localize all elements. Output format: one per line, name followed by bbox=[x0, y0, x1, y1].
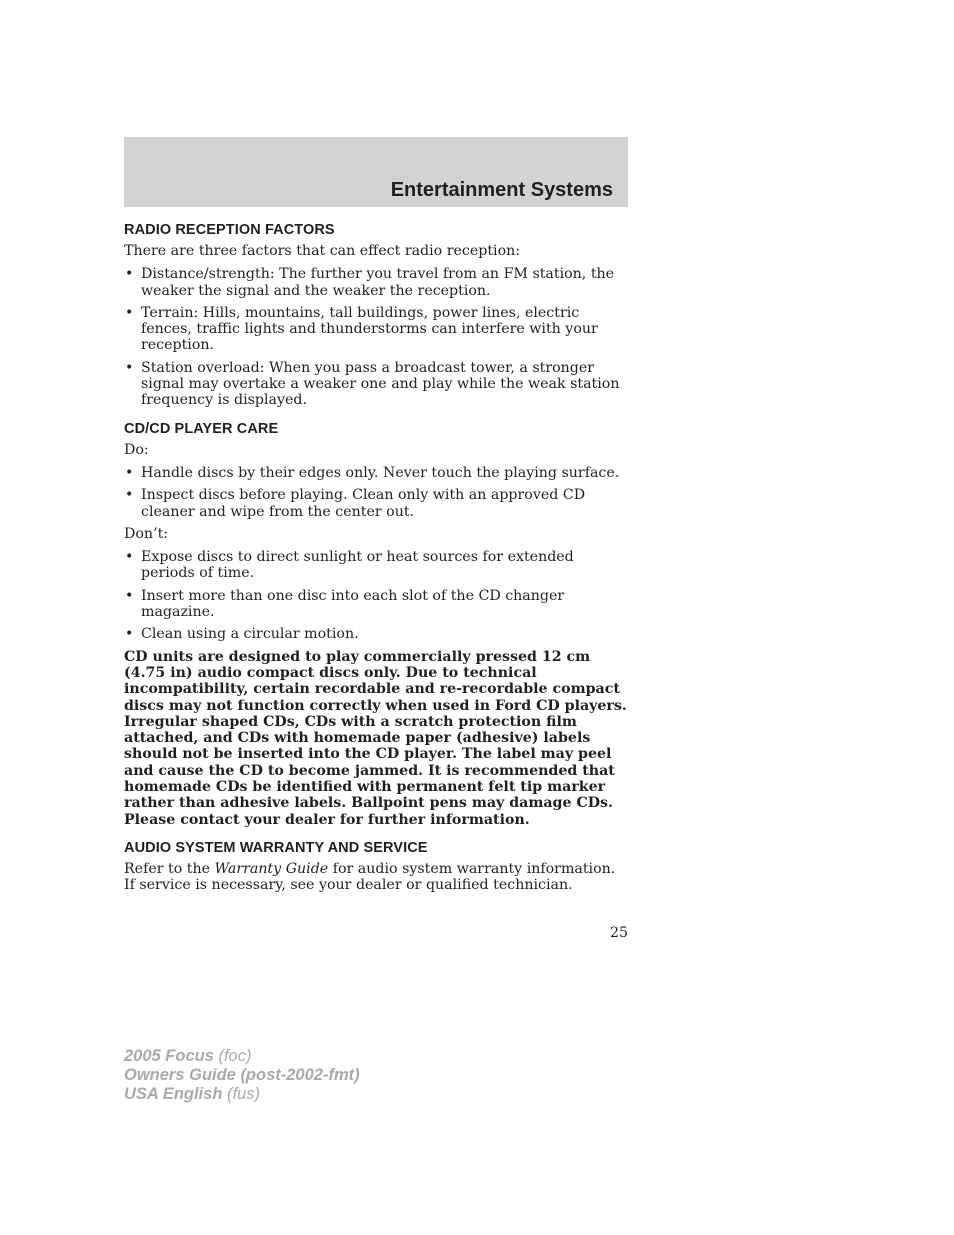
page-number: 25 bbox=[609, 925, 628, 941]
warranty-text: Refer to the Warranty Guide for audio system warranty information. If service is necessary, see your dealer or qualified technician. bbox=[124, 860, 616, 894]
footer-line-language: USA English (fus) bbox=[124, 1085, 260, 1103]
radio-factors-list bbox=[124, 266, 630, 408]
cd-care-heading: CD/CD PLAYER CARE bbox=[124, 420, 279, 437]
do-list bbox=[124, 465, 630, 520]
bullet-icon: • bbox=[125, 266, 134, 283]
warranty-heading: AUDIO SYSTEM WARRANTY AND SERVICE bbox=[124, 839, 428, 856]
list-item: • Distance/strength: The further you travel from an FM station, the weaker the signal and the weaker the reception. bbox=[125, 266, 615, 299]
list-item: • Handle discs by their edges only. Never touch the playing surface. bbox=[125, 464, 620, 481]
footer-line-model: 2005 Focus (foc) bbox=[124, 1047, 252, 1065]
section-title: Entertainment Systems bbox=[390, 179, 613, 201]
dont-label: Don’t: bbox=[124, 525, 169, 542]
document-footer bbox=[124, 1047, 360, 1104]
list-item: • Insert more than one disc into each slot of the CD changer magazine. bbox=[125, 587, 565, 621]
do-label: Do: bbox=[124, 441, 149, 458]
dont-list bbox=[124, 549, 630, 642]
bullet-icon: • bbox=[125, 304, 134, 321]
warranty-guide-title: Warranty Guide bbox=[214, 860, 329, 877]
list-item: • Inspect discs before playing. Clean only with an approved CD cleaner and wipe from the center out. bbox=[125, 487, 586, 520]
list-item: • Station overload: When you pass a broadcast tower, a stronger signal may overtake a weaker one and play while the weak station frequency is displayed. bbox=[125, 359, 620, 409]
list-item: • Terrain: Hills, mountains, tall buildings, power lines, electric fences, traffic lights and thunderstorms can interfere with your reception. bbox=[125, 304, 598, 354]
radio-reception-heading: RADIO RECEPTION FACTORS bbox=[124, 222, 335, 238]
page-content bbox=[124, 220, 630, 894]
bullet-icon: • bbox=[125, 549, 134, 566]
bullet-icon: • bbox=[125, 626, 134, 643]
radio-intro: There are three factors that can effect radio reception: bbox=[124, 243, 521, 259]
footer-line-guide: Owners Guide (post-2002-fmt) bbox=[124, 1066, 360, 1084]
section-header-bar bbox=[124, 137, 628, 207]
bullet-icon: • bbox=[125, 587, 134, 604]
bullet-icon: • bbox=[125, 359, 134, 376]
list-item: • Clean using a circular motion. bbox=[125, 626, 359, 643]
bullet-icon: • bbox=[125, 487, 134, 504]
bullet-icon: • bbox=[125, 464, 134, 481]
cd-compatibility-warning: CD units are designed to play commercially pressed 12 cm (4.75 in) audio compact discs only. Due to technical incompatibility, certain recordable and re-recordable compact discs may not function correctly when used in Ford CD players. Irregular shaped CDs, CDs with a scratch protection film attached, and CDs with homemade paper (adhesive) labels should not be inserted into the CD player. The label may peel and cause the CD to become jammed. It is recommended that homemade CDs be identified with permanent felt tip marker rather than adhesive labels. Ballpoint pens may damage CDs. Please contact your dealer for further information. bbox=[124, 648, 627, 828]
list-item: • Expose discs to direct sunlight or heat sources for extended periods of time. bbox=[125, 549, 574, 582]
